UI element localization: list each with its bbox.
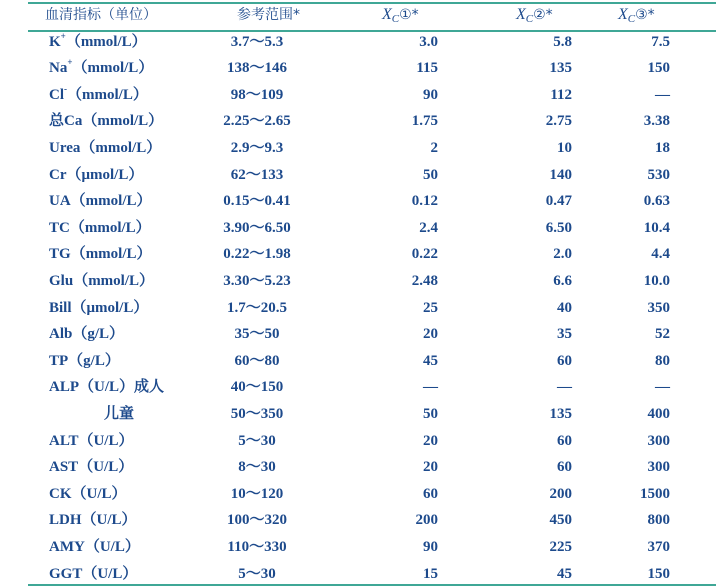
indicator-name: ALP bbox=[49, 379, 79, 396]
reference-range: 138～146 bbox=[226, 60, 287, 77]
reference-range: 60～80 bbox=[234, 352, 280, 369]
indicator-name-cell bbox=[49, 108, 163, 135]
reference-range: 35～50 bbox=[234, 326, 280, 343]
value-x3: 1500 bbox=[640, 485, 670, 502]
value-x3: 150 bbox=[647, 60, 670, 77]
indicator-name: LDH bbox=[49, 512, 82, 529]
indicator-name: K bbox=[49, 33, 61, 50]
value-x3: — bbox=[655, 379, 670, 396]
table-row bbox=[0, 135, 720, 162]
value-x2: 60 bbox=[557, 352, 572, 369]
header-x2-var: X bbox=[516, 6, 526, 23]
indicator-name-cell bbox=[49, 295, 148, 322]
indicator-name-cell bbox=[49, 188, 152, 215]
value-x2: 200 bbox=[549, 485, 572, 502]
indicator-unit: （mmol/L） bbox=[70, 193, 152, 210]
header-x3-mark: ③* bbox=[635, 7, 655, 23]
indicator-name-cell bbox=[49, 507, 137, 534]
header-x3-var: X bbox=[618, 6, 628, 23]
value-x1: 20 bbox=[423, 432, 438, 449]
value-x2: 6.50 bbox=[545, 219, 572, 236]
header-x2-sub: C bbox=[525, 13, 534, 25]
indicator-unit: （U/L） bbox=[81, 512, 137, 529]
value-x3: 10.0 bbox=[643, 272, 670, 289]
value-x2: 10 bbox=[557, 139, 572, 156]
indicator-name: TC bbox=[49, 219, 70, 236]
value-x3: 7.5 bbox=[651, 33, 670, 50]
table-row bbox=[0, 162, 720, 189]
value-x2: 112 bbox=[550, 86, 572, 103]
table-row bbox=[0, 561, 720, 588]
indicator-name-cell bbox=[49, 428, 133, 455]
indicator-name: CK bbox=[49, 485, 72, 502]
table-row bbox=[0, 82, 720, 109]
indicator-name: 儿童 bbox=[104, 405, 135, 422]
value-x3: 80 bbox=[655, 352, 670, 369]
indicator-name-cell bbox=[49, 268, 154, 295]
value-x2: 140 bbox=[549, 166, 572, 183]
value-x2: 2.75 bbox=[545, 113, 572, 130]
value-x3: 300 bbox=[647, 432, 670, 449]
indicator-name-cell bbox=[49, 162, 143, 189]
table-row bbox=[0, 55, 720, 82]
table-row bbox=[0, 534, 720, 561]
table-row bbox=[0, 454, 720, 481]
ion-charge: - bbox=[64, 83, 67, 94]
reference-range: 110～330 bbox=[227, 538, 287, 555]
table-header-row bbox=[0, 2, 720, 29]
value-x1: 45 bbox=[423, 352, 438, 369]
value-x1: 115 bbox=[416, 60, 438, 77]
reference-range: 3.7～5.3 bbox=[230, 33, 284, 50]
table-row bbox=[0, 295, 720, 322]
reference-range: 0.22～1.98 bbox=[223, 246, 291, 263]
indicator-name-cell bbox=[49, 534, 140, 561]
table-row bbox=[0, 188, 720, 215]
header-x1 bbox=[382, 2, 419, 29]
indicator-unit: （mmol/L） bbox=[70, 246, 152, 263]
reference-range: 5～30 bbox=[238, 565, 276, 582]
indicator-name: 总Ca bbox=[49, 113, 83, 130]
reference-range: 2.25～2.65 bbox=[223, 113, 291, 130]
indicator-name: UA bbox=[49, 193, 71, 210]
value-x1: 1.75 bbox=[411, 113, 438, 130]
value-x1: 2 bbox=[430, 139, 438, 156]
value-x1: 15 bbox=[423, 565, 438, 582]
indicator-name: Glu bbox=[49, 272, 74, 289]
indicator-name-cell bbox=[49, 321, 124, 348]
header-x2-mark: ②* bbox=[533, 7, 553, 23]
value-x2: 35 bbox=[557, 326, 572, 343]
indicator-unit: （μmol/L） bbox=[66, 166, 144, 183]
value-x3: 18 bbox=[655, 139, 670, 156]
value-x1: 2.4 bbox=[419, 219, 438, 236]
value-x3: 10.4 bbox=[643, 219, 670, 236]
reference-range: 40～150 bbox=[230, 379, 284, 396]
value-x3: 350 bbox=[647, 299, 670, 316]
ion-charge: + bbox=[67, 57, 73, 68]
ion-charge: + bbox=[60, 30, 66, 41]
indicator-unit: （mmol/L） bbox=[80, 139, 162, 156]
value-x1: 90 bbox=[423, 86, 438, 103]
indicator-name-cell bbox=[49, 374, 164, 401]
indicator-name-cell bbox=[49, 454, 133, 481]
value-x2: 60 bbox=[557, 459, 572, 476]
value-x3: 300 bbox=[647, 459, 670, 476]
indicator-name: Na bbox=[49, 60, 68, 77]
table-row bbox=[0, 507, 720, 534]
reference-range: 98～109 bbox=[230, 86, 284, 103]
indicator-name-cell bbox=[49, 561, 137, 588]
value-x3: 0.63 bbox=[643, 193, 670, 210]
indicator-unit: （mmol/L） bbox=[82, 113, 164, 130]
value-x1: 20 bbox=[423, 459, 438, 476]
value-x1: 0.22 bbox=[411, 246, 438, 263]
indicator-unit: （g/L） bbox=[68, 352, 120, 369]
table-row bbox=[0, 348, 720, 375]
indicator-unit: （μmol/L） bbox=[71, 299, 149, 316]
value-x1: 200 bbox=[415, 512, 438, 529]
value-x2: 40 bbox=[557, 299, 572, 316]
header-x1-sub: C bbox=[391, 13, 400, 25]
table-row bbox=[0, 215, 720, 242]
table-row bbox=[0, 481, 720, 508]
reference-range: 5～30 bbox=[238, 432, 276, 449]
table-row bbox=[0, 29, 720, 56]
indicator-name: Cl bbox=[49, 86, 64, 103]
value-x3: 150 bbox=[647, 565, 670, 582]
indicator-unit: （U/L） bbox=[78, 459, 134, 476]
indicator-name-cell bbox=[49, 241, 152, 268]
value-x3: 400 bbox=[647, 405, 670, 422]
reference-range: 10～120 bbox=[230, 485, 284, 502]
value-x2: 450 bbox=[549, 512, 572, 529]
reference-range: 1.7～20.5 bbox=[226, 299, 287, 316]
indicator-name: Cr bbox=[49, 166, 67, 183]
value-x2: 0.47 bbox=[545, 193, 572, 210]
table-row bbox=[0, 401, 720, 428]
value-x2: — bbox=[557, 379, 572, 396]
reference-range: 2.9～9.3 bbox=[230, 139, 284, 156]
table-row bbox=[0, 374, 720, 401]
indicator-name-cell bbox=[49, 215, 151, 242]
value-x1: 0.12 bbox=[411, 193, 438, 210]
header-name: 血清指标（单位） bbox=[45, 7, 157, 23]
value-x2: 60 bbox=[557, 432, 572, 449]
indicator-unit: （U/L） bbox=[82, 565, 138, 582]
header-x3 bbox=[618, 2, 655, 29]
table-row bbox=[0, 321, 720, 348]
header-x1-mark: ①* bbox=[399, 7, 419, 23]
indicator-name: GGT bbox=[49, 565, 83, 582]
value-x2: 225 bbox=[549, 538, 572, 555]
reference-range: 62～133 bbox=[230, 166, 284, 183]
indicator-name: Urea bbox=[49, 139, 81, 156]
value-x3: 52 bbox=[655, 326, 670, 343]
indicator-name: Bill bbox=[49, 299, 72, 316]
value-x2: 5.8 bbox=[553, 33, 572, 50]
indicator-name: AST bbox=[49, 459, 79, 476]
value-x2: 135 bbox=[549, 60, 572, 77]
value-x2: 6.6 bbox=[553, 272, 572, 289]
value-x3: 800 bbox=[647, 512, 670, 529]
reference-range: 0.15～0.41 bbox=[223, 193, 291, 210]
value-x1: 60 bbox=[423, 485, 438, 502]
table-row bbox=[0, 428, 720, 455]
value-x1: 3.0 bbox=[419, 33, 438, 50]
indicator-unit: （U/L） bbox=[78, 432, 134, 449]
value-x3: 370 bbox=[647, 538, 670, 555]
indicator-unit: （mmol/L） bbox=[65, 33, 147, 50]
indicator-name: ALT bbox=[49, 432, 79, 449]
reference-range: 3.90～6.50 bbox=[223, 219, 291, 236]
indicator-name-cell bbox=[49, 348, 120, 375]
indicator-unit: （mmol/L） bbox=[67, 86, 148, 103]
indicator-unit: （U/L）成人 bbox=[79, 379, 165, 396]
value-x1: 50 bbox=[423, 166, 438, 183]
value-x1: 25 bbox=[423, 299, 438, 316]
table-row bbox=[0, 268, 720, 295]
indicator-name-cell bbox=[49, 29, 147, 56]
indicator-name-cell bbox=[49, 55, 153, 82]
indicator-name: Alb bbox=[49, 326, 73, 343]
value-x1: 20 bbox=[423, 326, 438, 343]
reference-range: 3.30～5.23 bbox=[223, 272, 291, 289]
value-x2: 45 bbox=[557, 565, 572, 582]
indicator-name: AMY bbox=[49, 538, 85, 555]
indicator-name: TP bbox=[49, 352, 69, 369]
header-x2 bbox=[516, 2, 553, 29]
indicator-unit: （mmol/L） bbox=[73, 272, 155, 289]
indicator-unit: （mmol/L） bbox=[72, 60, 154, 77]
header-x1-var: X bbox=[382, 6, 392, 23]
header-range: 参考范围* bbox=[237, 7, 300, 23]
indicator-unit: （g/L） bbox=[72, 326, 125, 343]
value-x1: 90 bbox=[423, 538, 438, 555]
indicator-name-cell bbox=[49, 82, 148, 109]
value-x3: 3.38 bbox=[643, 113, 670, 130]
indicator-unit: （mmol/L） bbox=[69, 219, 151, 236]
table-row bbox=[0, 108, 720, 135]
reference-range: 8～30 bbox=[238, 459, 276, 476]
indicator-name-cell bbox=[104, 401, 134, 428]
value-x1: — bbox=[423, 379, 438, 396]
indicator-name: TG bbox=[49, 246, 71, 263]
value-x2: 135 bbox=[549, 405, 572, 422]
indicator-name-cell bbox=[49, 135, 161, 162]
value-x1: 2.48 bbox=[411, 272, 438, 289]
indicator-unit: （U/L） bbox=[84, 538, 140, 555]
table-row bbox=[0, 241, 720, 268]
reference-range: 50～350 bbox=[230, 405, 284, 422]
header-x3-sub: C bbox=[627, 13, 636, 25]
value-x2: 2.0 bbox=[553, 246, 572, 263]
indicator-name-cell bbox=[49, 481, 127, 508]
value-x3: — bbox=[655, 86, 670, 103]
reference-range: 100～320 bbox=[226, 512, 287, 529]
value-x1: 50 bbox=[423, 405, 438, 422]
indicator-unit: （U/L） bbox=[71, 485, 127, 502]
value-x3: 530 bbox=[647, 166, 670, 183]
value-x3: 4.4 bbox=[651, 246, 670, 263]
